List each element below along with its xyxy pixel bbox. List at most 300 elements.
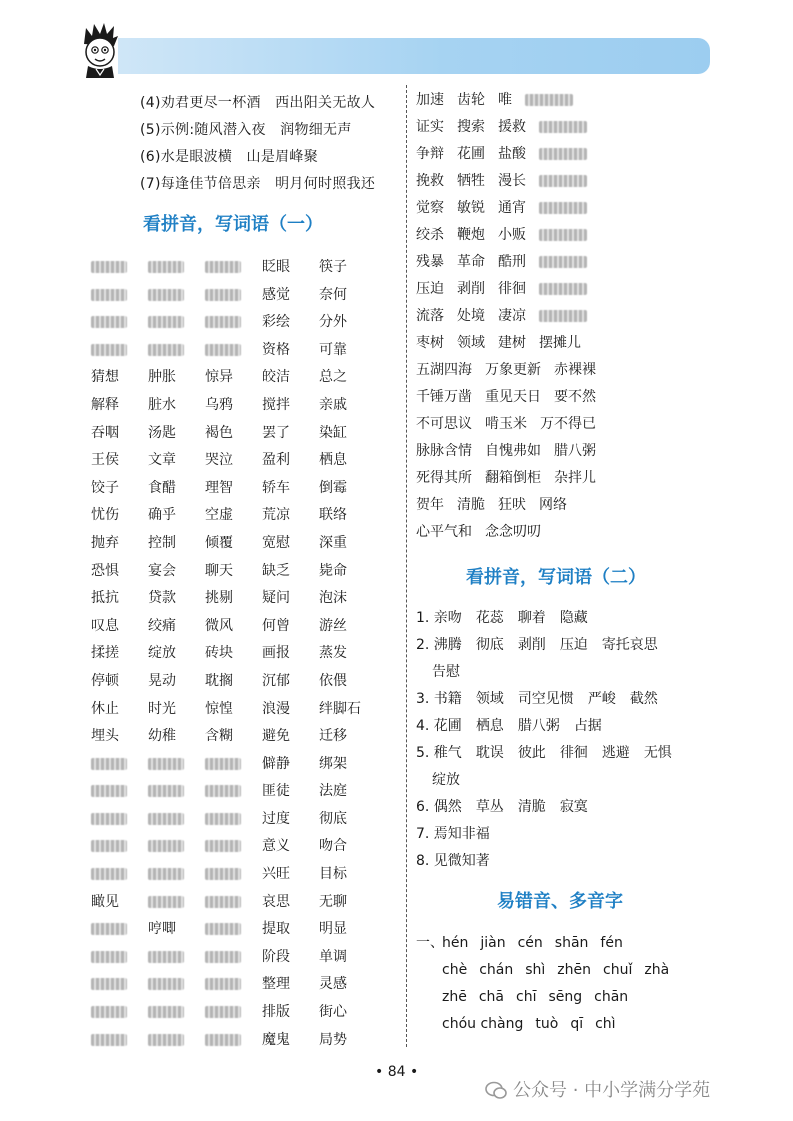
word-cell: 街心	[319, 1004, 347, 1021]
word-row	[91, 392, 376, 420]
word-row	[91, 1027, 376, 1055]
word-cell	[91, 254, 148, 282]
answer-word: 耽误	[475, 745, 504, 761]
word-cell	[205, 889, 262, 917]
word-cell: 皎洁	[262, 369, 290, 386]
answer-word: 徘徊	[559, 745, 588, 761]
pinyin-lead: 一、	[416, 935, 444, 951]
poem-line: (6)水是眼波横 山是眉峰聚	[140, 149, 319, 165]
answer-word: 聊着	[517, 610, 546, 626]
word-cell	[205, 337, 262, 365]
word-cell	[91, 999, 148, 1027]
blurred-word	[91, 951, 127, 963]
word-row	[91, 778, 376, 806]
watermark-text: 公众号 · 中小学满分学苑	[513, 1080, 711, 1101]
word-cell: 明显	[319, 921, 347, 938]
word-cell	[205, 971, 262, 999]
blurred-word	[91, 840, 127, 852]
word-cell: 加速	[416, 92, 444, 108]
word-row	[91, 447, 376, 475]
word-cell: 彻底	[319, 810, 347, 827]
pinyin-row	[416, 984, 681, 1011]
word-cell	[539, 114, 587, 141]
word-cell: 荒凉	[262, 507, 290, 524]
word-cell	[91, 806, 148, 834]
word-cell: 挑剔	[205, 590, 233, 607]
answer-item	[416, 713, 716, 740]
word-cell: 可靠	[319, 341, 347, 358]
word-row	[91, 696, 376, 724]
blurred-word	[148, 978, 184, 990]
word-cell	[205, 833, 262, 861]
word-cell: 魔鬼	[262, 1031, 290, 1048]
word-row	[416, 276, 609, 303]
word-cell: 毙命	[319, 562, 347, 579]
pinyin-word: hén	[442, 935, 469, 951]
blurred-word	[539, 202, 587, 214]
word-cell: 筷子	[319, 259, 347, 275]
pinyin-word: chóu chàng	[442, 1016, 524, 1032]
word-row	[416, 195, 609, 222]
word-cell: 控制	[148, 534, 176, 551]
word-cell: 晃动	[148, 672, 176, 689]
word-cell: 贺年	[416, 497, 444, 513]
word-grid-1	[91, 254, 376, 1054]
word-cell: 哀思	[262, 893, 290, 910]
word-cell: 自愧弗如	[485, 443, 541, 459]
word-cell: 惊惶	[205, 700, 233, 717]
word-cell: 单调	[319, 948, 347, 965]
word-cell	[91, 751, 148, 779]
answer-word: 寂寞	[559, 799, 588, 815]
word-cell: 领域	[457, 335, 485, 351]
answer-word: 腊八粥	[517, 718, 560, 734]
word-cell: 解释	[91, 396, 119, 413]
blurred-word	[148, 316, 184, 328]
blurred-word	[148, 289, 184, 301]
word-cell: 微风	[205, 617, 233, 634]
pinyin-row	[416, 957, 681, 984]
word-cell	[91, 778, 148, 806]
blurred-word	[91, 344, 127, 356]
answer-item	[416, 821, 716, 848]
blurred-word	[91, 289, 127, 301]
word-cell: 残暴	[416, 254, 444, 270]
pinyin-word: chān	[594, 989, 629, 1005]
pinyin-word: qī	[570, 1016, 584, 1032]
word-row	[416, 330, 609, 357]
word-cell	[148, 944, 205, 972]
word-cell: 褐色	[205, 424, 233, 441]
blurred-word	[539, 121, 587, 133]
word-cell: 枣树	[416, 335, 444, 351]
word-row	[91, 916, 376, 944]
blurred-word	[148, 840, 184, 852]
word-cell: 排版	[262, 1004, 290, 1021]
blurred-word	[205, 868, 241, 880]
answer-word: 5. 稚气	[416, 745, 462, 761]
word-row	[91, 558, 376, 586]
blurred-word	[205, 289, 241, 301]
answer-word: 领域	[475, 691, 504, 707]
blurred-word	[205, 261, 241, 273]
blurred-word	[205, 758, 241, 770]
word-cell: 提取	[262, 921, 290, 938]
answer-word: 8. 见微知著	[416, 853, 490, 869]
word-cell: 时光	[148, 700, 176, 717]
word-cell	[91, 282, 148, 310]
word-cell: 脏水	[148, 396, 176, 413]
word-cell: 含糊	[205, 728, 233, 745]
word-cell: 革命	[457, 254, 485, 270]
answer-word: 司空见惯	[517, 691, 574, 707]
word-row	[416, 384, 609, 411]
word-cell: 敏锐	[457, 200, 485, 216]
word-cell	[91, 861, 148, 889]
word-cell: 依偎	[319, 672, 347, 689]
word-cell	[148, 889, 205, 917]
word-cell	[525, 87, 573, 114]
word-cell: 万不得已	[540, 416, 596, 432]
word-cell	[148, 833, 205, 861]
poem-line: (7)每逢佳节倍思亲 明月何时照我还	[140, 176, 376, 192]
answer-word: 剥削	[517, 637, 546, 653]
word-cell: 猜想	[91, 369, 119, 386]
word-row	[91, 806, 376, 834]
word-cell	[148, 254, 205, 282]
word-cell: 绑架	[319, 755, 347, 772]
word-cell: 画报	[262, 645, 290, 662]
word-row	[91, 640, 376, 668]
answer-item	[416, 740, 716, 767]
word-row	[91, 833, 376, 861]
blurred-word	[205, 1006, 241, 1018]
answer-word: 2. 沸腾	[416, 637, 462, 653]
blurred-word	[539, 148, 587, 160]
word-row	[91, 309, 376, 337]
word-cell	[205, 751, 262, 779]
word-cell: 彩绘	[262, 314, 290, 331]
poem-line: (4)劝君更尽一杯酒 西出阳关无故人	[140, 95, 376, 111]
word-cell	[91, 916, 148, 944]
word-cell: 罢了	[262, 424, 290, 441]
word-cell: 叹息	[91, 617, 119, 634]
wechat-logo-icon	[485, 1081, 507, 1101]
word-cell: 狂吠	[498, 497, 526, 513]
word-cell: 灵感	[319, 976, 347, 993]
word-cell	[205, 254, 262, 282]
word-cell: 资格	[262, 341, 290, 358]
pinyin-word: cén	[517, 935, 543, 951]
word-cell: 蒸发	[319, 645, 347, 662]
word-row	[91, 751, 376, 779]
word-cell: 脉脉含情	[416, 443, 472, 459]
blurred-word	[91, 1034, 127, 1046]
word-cell: 轿车	[262, 479, 290, 496]
word-cell: 觉察	[416, 200, 444, 216]
word-cell: 吻合	[319, 838, 347, 855]
answer-word: 清脆	[517, 799, 546, 815]
word-cell	[205, 944, 262, 972]
word-cell	[205, 282, 262, 310]
word-row	[91, 364, 376, 392]
word-cell: 泡沫	[319, 590, 347, 607]
blurred-word	[205, 951, 241, 963]
word-cell: 摆摊儿	[539, 335, 581, 351]
blurred-word	[148, 1034, 184, 1046]
word-cell: 万象更新	[485, 362, 541, 378]
poem-answers	[140, 90, 402, 198]
word-cell: 酷刑	[498, 254, 526, 270]
blurred-word	[91, 813, 127, 825]
word-cell: 聊天	[205, 562, 233, 579]
word-cell	[539, 303, 587, 330]
answer-word: 3. 书籍	[416, 691, 462, 707]
word-cell: 栖息	[319, 452, 347, 469]
word-cell: 分外	[319, 314, 347, 331]
blurred-word	[148, 1006, 184, 1018]
word-cell: 五湖四海	[416, 362, 472, 378]
word-cell: 漫长	[498, 173, 526, 189]
pinyin-word: jiàn	[480, 935, 506, 951]
word-cell: 绞杀	[416, 227, 444, 243]
word-cell	[148, 751, 205, 779]
word-cell: 宴会	[148, 562, 176, 579]
word-cell	[91, 971, 148, 999]
word-cell: 倒霉	[319, 479, 347, 496]
word-cell: 处境	[457, 308, 485, 324]
pinyin-word: zhà	[644, 962, 670, 978]
word-row	[91, 861, 376, 889]
word-cell: 凄凉	[498, 308, 526, 324]
word-cell: 绊脚石	[319, 700, 361, 717]
pinyin-word: chī	[516, 989, 537, 1005]
word-cell: 幼稚	[148, 728, 176, 745]
word-cell: 清脆	[457, 497, 485, 513]
word-cell: 整理	[262, 976, 290, 993]
word-row	[91, 613, 376, 641]
word-row	[91, 585, 376, 613]
pinyin-word: shì	[525, 962, 546, 978]
word-cell: 唯	[498, 92, 512, 108]
pinyin-word: chè	[442, 962, 468, 978]
word-cell: 挽救	[416, 173, 444, 189]
word-cell	[148, 778, 205, 806]
word-cell: 确乎	[148, 507, 176, 524]
word-cell: 揉搓	[91, 645, 119, 662]
word-cell	[91, 337, 148, 365]
blurred-word	[148, 813, 184, 825]
answer-word: 彻底	[475, 637, 504, 653]
word-cell: 文章	[148, 452, 176, 469]
word-cell: 意义	[262, 838, 290, 855]
answer-word: 截然	[629, 691, 658, 707]
blurred-word	[91, 316, 127, 328]
word-cell: 避免	[262, 728, 290, 745]
word-cell: 念念叨叨	[485, 524, 541, 540]
word-cell: 眨眼	[262, 259, 290, 275]
word-cell	[91, 1027, 148, 1055]
blurred-word	[148, 896, 184, 908]
blurred-word	[148, 344, 184, 356]
word-cell: 感觉	[262, 286, 290, 303]
word-row	[416, 411, 609, 438]
word-row	[416, 357, 609, 384]
word-cell	[148, 999, 205, 1027]
word-cell: 浪漫	[262, 700, 290, 717]
word-cell: 局势	[319, 1031, 347, 1048]
answer-word: 4. 花圃	[416, 718, 462, 734]
word-cell: 乌鸦	[205, 396, 233, 413]
word-cell: 翻箱倒柜	[485, 470, 541, 486]
answer-word: 彼此	[517, 745, 546, 761]
word-cell: 鞭炮	[457, 227, 485, 243]
word-row	[91, 530, 376, 558]
page-number: • 84 •	[375, 1064, 419, 1080]
word-cell	[148, 1027, 205, 1055]
word-row	[416, 141, 609, 168]
word-cell: 牺牲	[457, 173, 485, 189]
word-cell: 兴旺	[262, 866, 290, 883]
word-cell: 染缸	[319, 424, 347, 441]
word-cell: 迁移	[319, 728, 347, 745]
word-row	[416, 87, 609, 114]
blurred-word	[205, 896, 241, 908]
answer-word: 逃避	[601, 745, 630, 761]
word-row	[91, 889, 376, 917]
word-cell: 搅拌	[262, 396, 290, 413]
word-cell: 哭泣	[205, 452, 233, 469]
word-cell: 援救	[498, 119, 526, 135]
word-cell	[539, 249, 587, 276]
word-cell	[148, 309, 205, 337]
word-cell: 忧伤	[91, 507, 119, 524]
word-row	[91, 282, 376, 310]
word-row	[91, 475, 376, 503]
word-row	[416, 303, 609, 330]
pinyin-word: chì	[595, 1016, 616, 1032]
word-cell: 砖块	[205, 645, 233, 662]
blurred-word	[205, 978, 241, 990]
word-cell	[205, 806, 262, 834]
answer-word: 6. 偶然	[416, 799, 462, 815]
blurred-word	[148, 261, 184, 273]
word-cell: 疑问	[262, 590, 290, 607]
blurred-word	[205, 316, 241, 328]
section-title-1: 看拼音，写词语（一）	[143, 214, 323, 235]
word-cell: 哼唧	[148, 921, 176, 938]
word-cell: 盐酸	[498, 146, 526, 162]
word-cell: 建树	[498, 335, 526, 351]
word-cell: 过度	[262, 810, 290, 827]
word-cell	[91, 944, 148, 972]
word-cell: 贷款	[148, 590, 176, 607]
word-cell: 王侯	[91, 452, 119, 469]
word-row	[91, 723, 376, 751]
blurred-word	[91, 785, 127, 797]
word-cell: 网络	[539, 497, 567, 513]
pinyin-word: tuò	[535, 1016, 559, 1032]
blurred-word	[205, 923, 241, 935]
word-cell	[539, 222, 587, 249]
blurred-word	[148, 785, 184, 797]
word-row	[416, 168, 609, 195]
word-cell	[205, 861, 262, 889]
word-cell: 瞰见	[91, 893, 119, 910]
pinyin-word: chuǐ	[603, 962, 633, 978]
answer-word: 栖息	[475, 718, 504, 734]
word-cell: 绽放	[148, 645, 176, 662]
pinyin-word: zhēn	[557, 962, 591, 978]
column-divider	[406, 85, 407, 1047]
word-cell: 埋头	[91, 728, 119, 745]
pinyin-row	[416, 1011, 681, 1038]
word-cell: 总之	[319, 369, 347, 386]
pinyin-word: zhē	[442, 989, 467, 1005]
word-cell	[539, 276, 587, 303]
word-cell: 盈利	[262, 452, 290, 469]
blurred-word	[205, 785, 241, 797]
answer-continuation: 告慰	[432, 664, 460, 680]
blurred-word	[91, 923, 127, 935]
word-cell: 赤裸裸	[554, 362, 596, 378]
word-cell	[91, 309, 148, 337]
word-cell: 休止	[91, 700, 119, 717]
word-cell	[148, 861, 205, 889]
word-cell: 千锤万凿	[416, 389, 472, 405]
word-cell: 饺子	[91, 479, 119, 496]
pinyin-list	[416, 930, 681, 1038]
answer-word: 寄托哀思	[601, 637, 658, 653]
pinyin-row	[416, 930, 681, 957]
answer-item	[416, 605, 716, 632]
word-cell: 缺乏	[262, 562, 290, 579]
word-cell: 阶段	[262, 948, 290, 965]
pinyin-word: shān	[554, 935, 589, 951]
word-cell: 肿胀	[148, 369, 176, 386]
answer-item	[416, 632, 716, 659]
poem-line: (5)示例:随风潜入夜 润物细无声	[140, 122, 352, 138]
word-cell: 小贩	[498, 227, 526, 243]
word-row	[416, 492, 609, 519]
word-cell: 剥削	[457, 281, 485, 297]
word-cell: 重见天日	[485, 389, 541, 405]
word-cell: 不可思议	[416, 416, 472, 432]
blurred-word	[91, 758, 127, 770]
word-cell	[205, 916, 262, 944]
word-cell: 游丝	[319, 617, 347, 634]
word-cell: 联络	[319, 507, 347, 524]
word-cell: 杂拌儿	[554, 470, 596, 486]
word-cell: 深重	[319, 534, 347, 551]
word-cell: 证实	[416, 119, 444, 135]
cartoon-boy-icon	[80, 22, 120, 78]
word-cell: 徘徊	[498, 281, 526, 297]
pinyin-word: fén	[600, 935, 623, 951]
blurred-word	[91, 1006, 127, 1018]
blurred-word	[91, 261, 127, 273]
blurred-word	[91, 868, 127, 880]
word-cell: 通宵	[498, 200, 526, 216]
word-cell: 花圃	[457, 146, 485, 162]
word-cell: 匪徒	[262, 783, 290, 800]
word-cell: 压迫	[416, 281, 444, 297]
word-cell: 吞咽	[91, 424, 119, 441]
word-cell: 心平气和	[416, 524, 472, 540]
word-cell: 食醋	[148, 479, 176, 496]
answer-word: 花蕊	[475, 610, 504, 626]
blurred-word	[91, 978, 127, 990]
